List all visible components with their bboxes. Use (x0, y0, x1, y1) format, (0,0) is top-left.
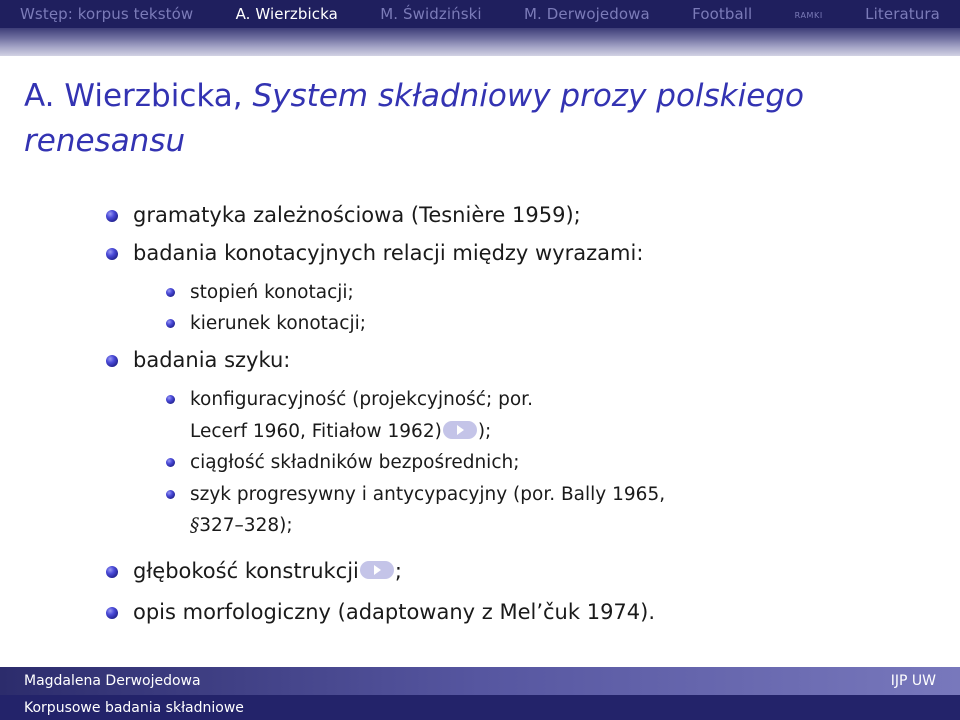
section-sign: § (190, 515, 200, 536)
subbullet-progressive-cont (190, 512, 293, 540)
nav-item-wierzbicka[interactable]: A. Wierzbicka (235, 5, 338, 23)
bullet-dependency-grammar: gramatyka zależnościowa (Tesnière 1959); (133, 203, 581, 227)
footer-author[interactable]: Magdalena Derwojedowa (24, 673, 201, 689)
play-arrow-icon[interactable] (360, 561, 394, 579)
citation-text: Lecerf 1960, Fitiałow 1962) (190, 421, 442, 442)
page-range: 327–328); (199, 515, 293, 536)
slide-title (24, 74, 924, 164)
subbullet-ball-icon (166, 288, 175, 297)
footer-institution[interactable]: IJP UW (890, 673, 936, 689)
play-arrow-icon[interactable] (443, 421, 477, 439)
subbullet-continuity: ciągłość składników bezpośrednich; (190, 452, 520, 473)
section-nav (0, 0, 960, 28)
nav-item-football[interactable]: Football (692, 5, 753, 23)
subbullet-progressive: szyk progresywny i antycypacyjny (por. Bally 1965, (190, 484, 666, 505)
depth-semicolon: ; (394, 559, 402, 583)
nav-item-ramki[interactable]: ramki (794, 7, 823, 21)
nav-item-derwojedowa[interactable]: M. Derwojedowa (524, 5, 650, 23)
depth-text: głębokość konstrukcji (133, 559, 359, 583)
nav-item-swidzinski[interactable]: M. Świdziński (380, 5, 482, 23)
slide-footer (0, 667, 960, 720)
bullet-ball-icon (106, 210, 118, 222)
nav-item-wstep[interactable]: Wstęp: korpus tekstów (20, 5, 194, 23)
nav-item-literatura[interactable]: Literatura (865, 5, 940, 23)
bullet-depth (133, 556, 402, 586)
bullet-ball-icon (106, 566, 118, 578)
bullet-ball-icon (106, 607, 118, 619)
subbullet-degree: stopień konotacji; (190, 282, 354, 303)
footer-author-row (0, 667, 960, 695)
title-author: A. Wierzbicka, (24, 78, 253, 114)
footer-talk-title[interactable]: Korpusowe badania składniowe (24, 699, 244, 716)
subbullet-ball-icon (166, 458, 175, 467)
citation-close: ); (477, 421, 492, 442)
subbullet-ball-icon (166, 490, 175, 499)
subbullet-configurationality: konfiguracyjność (projekcyjność; por. (190, 389, 533, 410)
bullet-word-order: badania szyku: (133, 348, 291, 372)
bullet-connotation: badania konotacyjnych relacji między wyrazami: (133, 241, 644, 265)
title-work: System składniowy prozy polskiego renesansu (24, 78, 804, 159)
footer-title-row (0, 695, 960, 720)
bullet-ball-icon (106, 248, 118, 260)
subbullet-ball-icon (166, 395, 175, 404)
subbullet-ball-icon (166, 319, 175, 328)
navigation-header (0, 0, 960, 56)
subbullet-direction: kierunek konotacji; (190, 313, 366, 334)
bullet-ball-icon (106, 355, 118, 367)
bullet-morphology: opis morfologiczny (adaptowany z Mel’čuk 1974). (133, 600, 656, 624)
subbullet-configurationality-cont (190, 418, 491, 446)
